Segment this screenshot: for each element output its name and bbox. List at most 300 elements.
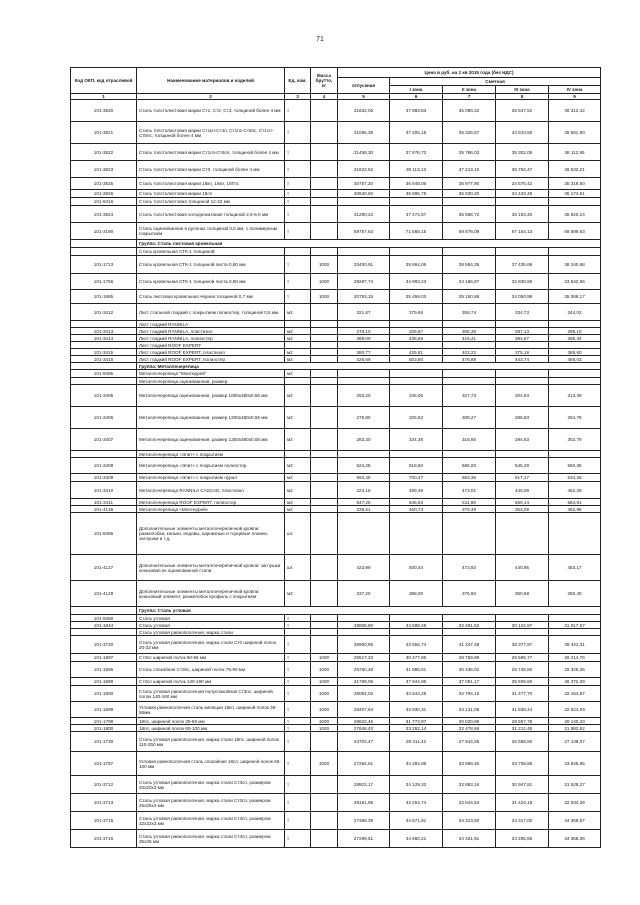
mass-cell: [311, 429, 338, 451]
name-cell: 18пс, шириной полок 35-56 мм: [137, 718, 285, 725]
code-cell: 101-1896: [71, 662, 137, 678]
unit-cell: т: [285, 122, 311, 144]
zone-4-price-cell: 32 034,39: [549, 794, 601, 812]
name-cell: Лист гладкий RANNILA, пластизол: [137, 328, 285, 335]
zone-4-price-cell: [549, 198, 601, 206]
zone-4-price-cell: 29 325,35: [549, 662, 601, 678]
zone-2-price-cell: 30 436,02: [443, 662, 496, 678]
mass-cell: [311, 458, 338, 474]
table-row: [71, 342, 601, 349]
release-price-cell: 25760,48: [338, 662, 390, 678]
name-cell: Дополнительные элементы металлочерепичной кровли: разжелобки, коньки, ендовы, карнизные и торцевые планки, заглушки и т.д.: [137, 513, 285, 555]
zone-2-price-cell: [443, 451, 496, 458]
release-price-cell: 28407,64: [338, 702, 390, 718]
zone-1-price-cell: [390, 370, 443, 378]
code-cell: 101-1844: [71, 622, 137, 629]
code-cell: 101-3408: [71, 458, 137, 474]
zone-1-price-cell: 37 205,15: [390, 122, 443, 144]
release-price-cell: [338, 321, 390, 328]
name-cell: Металлочерепица оцинкованная, размер 1200х480х0,55 мм: [137, 407, 285, 429]
mass-cell: [311, 378, 338, 385]
unit-cell: т: [285, 812, 311, 830]
name-cell: Металлочерепица ROOF EXPERT, полиэстер: [137, 499, 285, 506]
mass-cell: 1000: [311, 752, 338, 776]
zone-1-price-cell: 30 477,86: [390, 654, 443, 662]
mass-cell: [311, 342, 338, 349]
table-row: [71, 581, 601, 607]
release-price-cell: 321,67: [338, 304, 390, 321]
table-row: [71, 100, 601, 122]
zone-1-price-cell: 618,60: [390, 458, 443, 474]
zone-3-price-cell: 37 435,69: [496, 256, 549, 274]
zone-4-price-cell: 32 524,09: [549, 702, 601, 718]
zone-3-price-cell: 30 122,97: [496, 622, 549, 629]
zone-3-price-cell: 617,17: [496, 474, 549, 482]
zone-4-price-cell: 33 846,95: [549, 752, 601, 776]
zone-2-price-cell: 473,92: [443, 555, 496, 581]
table-row: [71, 752, 601, 776]
unit-cell: т: [285, 622, 311, 629]
zone-3-price-cell: 32 838,86: [496, 274, 549, 290]
zone-3-price-cell: 35 609,60: [496, 678, 549, 686]
release-price-cell: [338, 629, 390, 636]
code-cell: 101-9496: [71, 513, 137, 555]
mass-cell: [311, 622, 338, 629]
header-zone-2: II зона: [443, 86, 496, 94]
code-cell: 101-3409: [71, 474, 137, 482]
code-cell: 101-3716: [71, 830, 137, 848]
zone-4-price-cell: 29 140,33: [549, 718, 601, 725]
zone-3-price-cell: 34 810,50: [496, 122, 549, 144]
zone-1-price-cell: 34 284,98: [390, 752, 443, 776]
mass-cell: [311, 776, 338, 794]
unit-cell: т: [285, 290, 311, 304]
name-cell: Сталь угловая: [137, 615, 285, 622]
zone-1-price-cell: 38 113,13: [390, 161, 443, 178]
zone-3-price-cell: 31 477,70: [496, 686, 549, 702]
header-zone-4: IV зона: [549, 86, 601, 94]
release-price-cell: 31065,38: [338, 122, 390, 144]
zone-2-price-cell: 37 091,17: [443, 678, 496, 686]
table-row: [71, 451, 601, 458]
zone-2-price-cell: 316,66: [443, 429, 496, 451]
release-price-cell: 28923,17: [338, 776, 390, 794]
column-number: 7: [443, 94, 496, 100]
zone-3-price-cell: 35 762,47: [496, 161, 549, 178]
name-cell: Металлочерепица оцинкованная, размер 1000х480х0,55 мм: [137, 385, 285, 407]
zone-1-price-cell: 435,56: [390, 335, 443, 342]
zone-2-price-cell: [443, 629, 496, 636]
mass-cell: [311, 385, 338, 407]
table-row: [71, 662, 601, 678]
zone-3-price-cell: [496, 370, 549, 378]
unit-cell: [285, 342, 311, 349]
table-row: [71, 370, 601, 378]
table-row: [71, 206, 601, 223]
code-cell: [71, 342, 137, 349]
unit-cell: т: [285, 636, 311, 654]
zone-3-price-cell: 350,68: [496, 581, 549, 607]
mass-cell: 1000: [311, 718, 338, 725]
table-row: [71, 161, 601, 178]
zone-4-price-cell: 39 441,31: [549, 636, 601, 654]
name-cell: Металлочерепица «Элит» с покрытием полиэстер: [137, 458, 285, 474]
zone-3-price-cell: 35 302,05: [496, 144, 549, 161]
release-price-cell: 275,80: [338, 407, 390, 429]
table-row: [71, 794, 601, 812]
mass-cell: [311, 451, 338, 458]
zone-4-price-cell: 36 532,21: [549, 161, 601, 178]
name-cell: Сталь толстолистовая марки Ст1, Ст2, Ст3, толщиной более 4 мм: [137, 100, 285, 122]
mass-cell: [311, 370, 338, 378]
release-price-cell: 426,69: [338, 356, 390, 363]
zone-2-price-cell: 473,01: [443, 482, 496, 499]
header-name: Наименование материалов и изделий: [137, 68, 285, 94]
release-price-cell: 524,28: [338, 458, 390, 474]
zone-4-price-cell: 68 599,63: [549, 223, 601, 240]
mass-cell: [311, 794, 338, 812]
column-number: 2: [137, 94, 285, 100]
zone-3-price-cell: 26 568,80: [496, 732, 549, 752]
zone-4-price-cell: 35 920,24: [549, 206, 601, 223]
zone-1-price-cell: 34 650,21: [390, 830, 443, 848]
name-cell: Ст3пс шириной полок 50-56 мм: [137, 654, 285, 662]
group-title: Группа: Сталь угловая: [137, 607, 601, 615]
release-price-cell: 31458,30: [338, 144, 390, 161]
zone-3-price-cell: [496, 451, 549, 458]
mass-cell: [311, 581, 338, 607]
release-price-cell: 423,99: [338, 555, 390, 581]
table-row: [71, 335, 601, 342]
zone-1-price-cell: 28 311,42: [390, 732, 443, 752]
mass-cell: 1000: [311, 256, 338, 274]
release-price-cell: [338, 451, 390, 458]
release-price-cell: [338, 615, 390, 622]
code-cell: 101-3411: [71, 499, 137, 506]
zone-4-price-cell: [549, 321, 601, 328]
zone-1-price-cell: [390, 615, 443, 622]
zone-3-price-cell: 294,63: [496, 429, 549, 451]
mass-cell: [311, 248, 338, 256]
table-row: [71, 144, 601, 161]
mass-cell: [311, 636, 338, 654]
mass-cell: [311, 335, 338, 342]
zone-1-price-cell: 346,06: [390, 385, 443, 407]
mass-cell: [311, 482, 338, 499]
release-price-cell: [338, 198, 390, 206]
release-price-cell: 36900,95: [338, 636, 390, 654]
zone-1-price-cell: 37 474,67: [390, 206, 443, 223]
zone-2-price-cell: 32 794,15: [443, 686, 496, 702]
mass-cell: [311, 161, 338, 178]
name-cell: Сталь угловая равнополочная, марка стали: [137, 629, 285, 636]
zone-2-price-cell: [443, 370, 496, 378]
zone-4-price-cell: 385,60: [549, 349, 601, 356]
zone-4-price-cell: [549, 342, 601, 349]
zone-1-price-cell: 31 773,97: [390, 718, 443, 725]
code-cell: 101-1798: [71, 718, 137, 725]
zone-2-price-cell: 35 977,90: [443, 178, 496, 190]
unit-cell: м2: [285, 328, 311, 335]
unit-cell: шт.: [285, 555, 311, 581]
table-row: [71, 458, 601, 474]
zone-4-price-cell: 34 369,87: [549, 812, 601, 830]
zone-3-price-cell: 31 212,45: [496, 725, 549, 732]
unit-cell: т: [285, 662, 311, 678]
name-cell: Сталь толстолистовая марки 18кп, 15кп, 18Гпс: [137, 178, 285, 190]
zone-2-price-cell: 35 786,03: [443, 144, 496, 161]
zone-4-price-cell: 27 138,07: [549, 732, 601, 752]
zone-2-price-cell: 403,22: [443, 349, 496, 356]
table-row: [71, 321, 601, 328]
group-title: Группа: Металлочерепица: [137, 363, 601, 370]
zone-3-price-cell: 38 377,97: [496, 636, 549, 654]
zone-4-price-cell: 36 312,42: [549, 100, 601, 122]
release-price-cell: 33400,91: [338, 256, 390, 274]
zone-2-price-cell: 586,00: [443, 458, 496, 474]
group-row: [71, 240, 601, 248]
release-price-cell: 59757,63: [338, 223, 390, 240]
table-row: [71, 499, 601, 506]
name-cell: Сталь толстолистовая марки Ст1сп-Ст6сп, толщиной более 4 мм: [137, 144, 285, 161]
mass-cell: [311, 555, 338, 581]
column-number: 3: [285, 94, 311, 100]
unit-cell: м2: [285, 429, 311, 451]
table-row: [71, 776, 601, 794]
code-cell: 101-9390: [71, 615, 137, 622]
column-number: 1: [71, 94, 137, 100]
name-cell: Металлочерепица оцинкованная, размер 1250х480х0,55 мм: [137, 429, 285, 451]
mass-cell: [311, 513, 338, 555]
zone-3-price-cell: 28 748,80: [496, 662, 549, 678]
code-cell: 101-3715: [71, 812, 137, 830]
name-cell: Ст3сп шириной полок 140-190 мм: [137, 678, 285, 686]
table-row: [71, 725, 601, 732]
table-row: [71, 349, 601, 356]
zone-3-price-cell: 440,95: [496, 555, 549, 581]
table-row: [71, 506, 601, 513]
zone-3-price-cell: 443,74: [496, 356, 549, 363]
column-number: 6: [390, 94, 443, 100]
zone-2-price-cell: [443, 615, 496, 622]
zone-1-price-cell: 34 129,33: [390, 776, 443, 794]
zone-1-price-cell: 43 556,74: [390, 636, 443, 654]
release-price-cell: [338, 342, 390, 349]
table-row: [71, 190, 601, 198]
unit-cell: м2: [285, 474, 311, 482]
release-price-cell: 27299,51: [338, 830, 390, 848]
code-cell: 101-3406: [71, 407, 137, 429]
table-row: [71, 678, 601, 686]
zone-4-price-cell: 36 372,39: [549, 678, 601, 686]
zone-3-price-cell: 287,13: [496, 328, 549, 335]
release-price-cell: 337,20: [338, 581, 390, 607]
unit-cell: т: [285, 702, 311, 718]
zone-2-price-cell: 32 478,66: [443, 725, 496, 732]
zone-1-price-cell: 398,00: [390, 581, 443, 607]
zone-2-price-cell: 35 326,57: [443, 122, 496, 144]
zone-4-price-cell: 362,88: [549, 506, 601, 513]
unit-cell: т: [285, 256, 311, 274]
mass-cell: [311, 144, 338, 161]
zone-3-price-cell: 440,09: [496, 482, 549, 499]
release-price-cell: [338, 378, 390, 385]
unit-cell: т: [285, 178, 311, 190]
code-cell: [71, 321, 137, 328]
zone-2-price-cell: 309,27: [443, 407, 496, 429]
code-cell: 101-3190: [71, 223, 137, 240]
zone-4-price-cell: 31 882,62: [549, 725, 601, 732]
zone-3-price-cell: 34 575,42: [496, 178, 549, 190]
zone-2-price-cell: 35 830,20: [443, 190, 496, 198]
name-cell: Сталь угловая равнополочная, марка стали Ст3сп, размером 35х35 мм: [137, 830, 285, 848]
zone-3-price-cell: 34 050,98: [496, 290, 549, 304]
zone-1-price-cell: 645,93: [390, 499, 443, 506]
name-cell: Лист гладкий ROOF EXPERT, пластизол: [137, 349, 285, 356]
mass-cell: [311, 223, 338, 240]
zone-1-price-cell: 379,69: [390, 304, 443, 321]
unit-cell: [285, 321, 311, 328]
unit-cell: т: [285, 615, 311, 622]
name-cell: Металлочерепица «Элит» с покрытием пурал: [137, 474, 285, 482]
zone-3-price-cell: 33 708,66: [496, 752, 549, 776]
unit-cell: т: [285, 686, 311, 702]
zone-3-price-cell: [496, 378, 549, 385]
name-cell: Сталь кровельная СТК-1 толщиной листа 0,80 мм: [137, 256, 285, 274]
zone-4-price-cell: 36 112,95: [549, 144, 601, 161]
name-cell: Сталь спокойная Ст3пс, шириной полок 75-90 мм: [137, 662, 285, 678]
zone-1-price-cell: 499,49: [390, 482, 443, 499]
zone-1-price-cell: 71 568,15: [390, 223, 443, 240]
zone-2-price-cell: [443, 198, 496, 206]
zone-3-price-cell: 384,67: [496, 335, 549, 342]
code-cell: 101-1900: [71, 686, 137, 702]
zone-3-price-cell: 569,14: [496, 499, 549, 506]
name-cell: Сталь толстолистовая марки Ст1кп-Ст4п, Ст1пс-Ст6пс, Ст1сп-Ст5пс, толщиной более 4 мм: [137, 122, 285, 144]
table-row: [71, 198, 601, 206]
unit-cell: м2: [285, 506, 311, 513]
code-cell: 101-3410: [71, 482, 137, 499]
zone-4-price-cell: 302,79: [549, 429, 601, 451]
zone-3-price-cell: 334,73: [496, 304, 549, 321]
release-price-cell: 31789,05: [338, 678, 390, 686]
mass-cell: [311, 349, 338, 356]
mass-cell: [311, 830, 338, 848]
unit-cell: [285, 248, 311, 256]
zone-1-price-cell: 37 676,73: [390, 144, 443, 161]
code-cell: 101-1713: [71, 256, 137, 274]
release-price-cell: 27646,43: [338, 725, 390, 732]
header-price-title: Цена в руб. на 2 кв 2015 года (без НДС): [338, 68, 601, 78]
release-price-cell: 31823,52: [338, 161, 390, 178]
release-price-cell: 31632,06: [338, 100, 390, 122]
zone-3-price-cell: 67 154,13: [496, 223, 549, 240]
mass-cell: [311, 629, 338, 636]
release-price-cell: 20753,15: [338, 290, 390, 304]
zone-1-price-cell: [390, 342, 443, 349]
zone-4-price-cell: 38 240,68: [549, 256, 601, 274]
code-cell: 101-3823: [71, 161, 137, 178]
page-number: 71: [316, 36, 324, 43]
code-cell: 101-3413: [71, 328, 137, 335]
unit-cell: т: [285, 794, 311, 812]
unit-cell: т: [285, 654, 311, 662]
zone-1-price-cell: [390, 513, 443, 555]
release-price-cell: 339,51: [338, 506, 390, 513]
unit-cell: т: [285, 732, 311, 752]
table-row: [71, 122, 601, 144]
table-row: [71, 474, 601, 482]
unit-cell: [285, 378, 311, 385]
zone-4-price-cell: 35 661,90: [549, 122, 601, 144]
zone-2-price-cell: 476,89: [443, 356, 496, 363]
name-cell: Металлочерепица RANNILA CASCAD, пластизол: [137, 482, 285, 499]
zone-3-price-cell: 545,29: [496, 458, 549, 474]
zone-3-price-cell: 34 295,56: [496, 830, 549, 848]
table-row: [71, 629, 601, 636]
group-code-cell: [71, 363, 137, 370]
table-row: [71, 615, 601, 622]
zone-2-price-cell: 379,49: [443, 506, 496, 513]
table-row: [71, 407, 601, 429]
code-cell: 101-3825: [71, 178, 137, 190]
code-cell: [71, 451, 137, 458]
zone-4-price-cell: 35 174,61: [549, 190, 601, 198]
code-cell: 101-1756: [71, 274, 137, 290]
release-price-cell: 27368,39: [338, 812, 390, 830]
unit-cell: т: [285, 161, 311, 178]
table-row: [71, 555, 601, 581]
code-cell: 101-1787: [71, 752, 137, 776]
name-cell: Лист гладкий RANNILA, полиэстер: [137, 335, 285, 342]
zone-2-price-cell: 36 586,72: [443, 206, 496, 223]
release-price-cell: 30640,60: [338, 190, 390, 198]
zone-1-price-cell: 35 695,78: [390, 190, 443, 198]
release-price-cell: 28084,03: [338, 686, 390, 702]
header-mass: Масса брутто, кг: [311, 68, 338, 94]
mass-cell: [311, 812, 338, 830]
mass-cell: 1000: [311, 702, 338, 718]
code-cell: 101-3821: [71, 122, 137, 144]
table-row: [71, 622, 601, 629]
mass-cell: [311, 356, 338, 363]
zone-1-price-cell: 34 993,23: [390, 274, 443, 290]
zone-1-price-cell: [390, 451, 443, 458]
unit-cell: м2: [285, 499, 311, 506]
release-price-cell: [338, 370, 390, 378]
code-cell: 101-9495: [71, 370, 137, 378]
table-row: [71, 290, 601, 304]
mass-cell: [311, 474, 338, 482]
name-cell: Дополнительные элементы металлочерепичной кровли: коньковый элемент, разжелобок профиль с покрытием: [137, 581, 285, 607]
table-row: [71, 429, 601, 451]
zone-3-price-cell: 34 317,00: [496, 812, 549, 830]
table-row: [71, 702, 601, 718]
unit-cell: м2: [285, 458, 311, 474]
zone-1-price-cell: 325,87: [390, 328, 443, 335]
zone-2-price-cell: 38 954,35: [443, 256, 496, 274]
zone-4-price-cell: 32 154,87: [549, 686, 601, 702]
mass-cell: [311, 178, 338, 190]
release-price-cell: 276,10: [338, 328, 390, 335]
code-cell: 101-1899: [71, 702, 137, 718]
zone-3-price-cell: 30 947,81: [496, 776, 549, 794]
mass-cell: 1000: [311, 725, 338, 732]
zone-4-price-cell: 452,29: [549, 482, 601, 499]
zone-3-price-cell: 304,93: [496, 385, 549, 407]
zone-1-price-cell: 503,60: [390, 356, 443, 363]
zone-4-price-cell: 31 528,27: [549, 776, 601, 794]
